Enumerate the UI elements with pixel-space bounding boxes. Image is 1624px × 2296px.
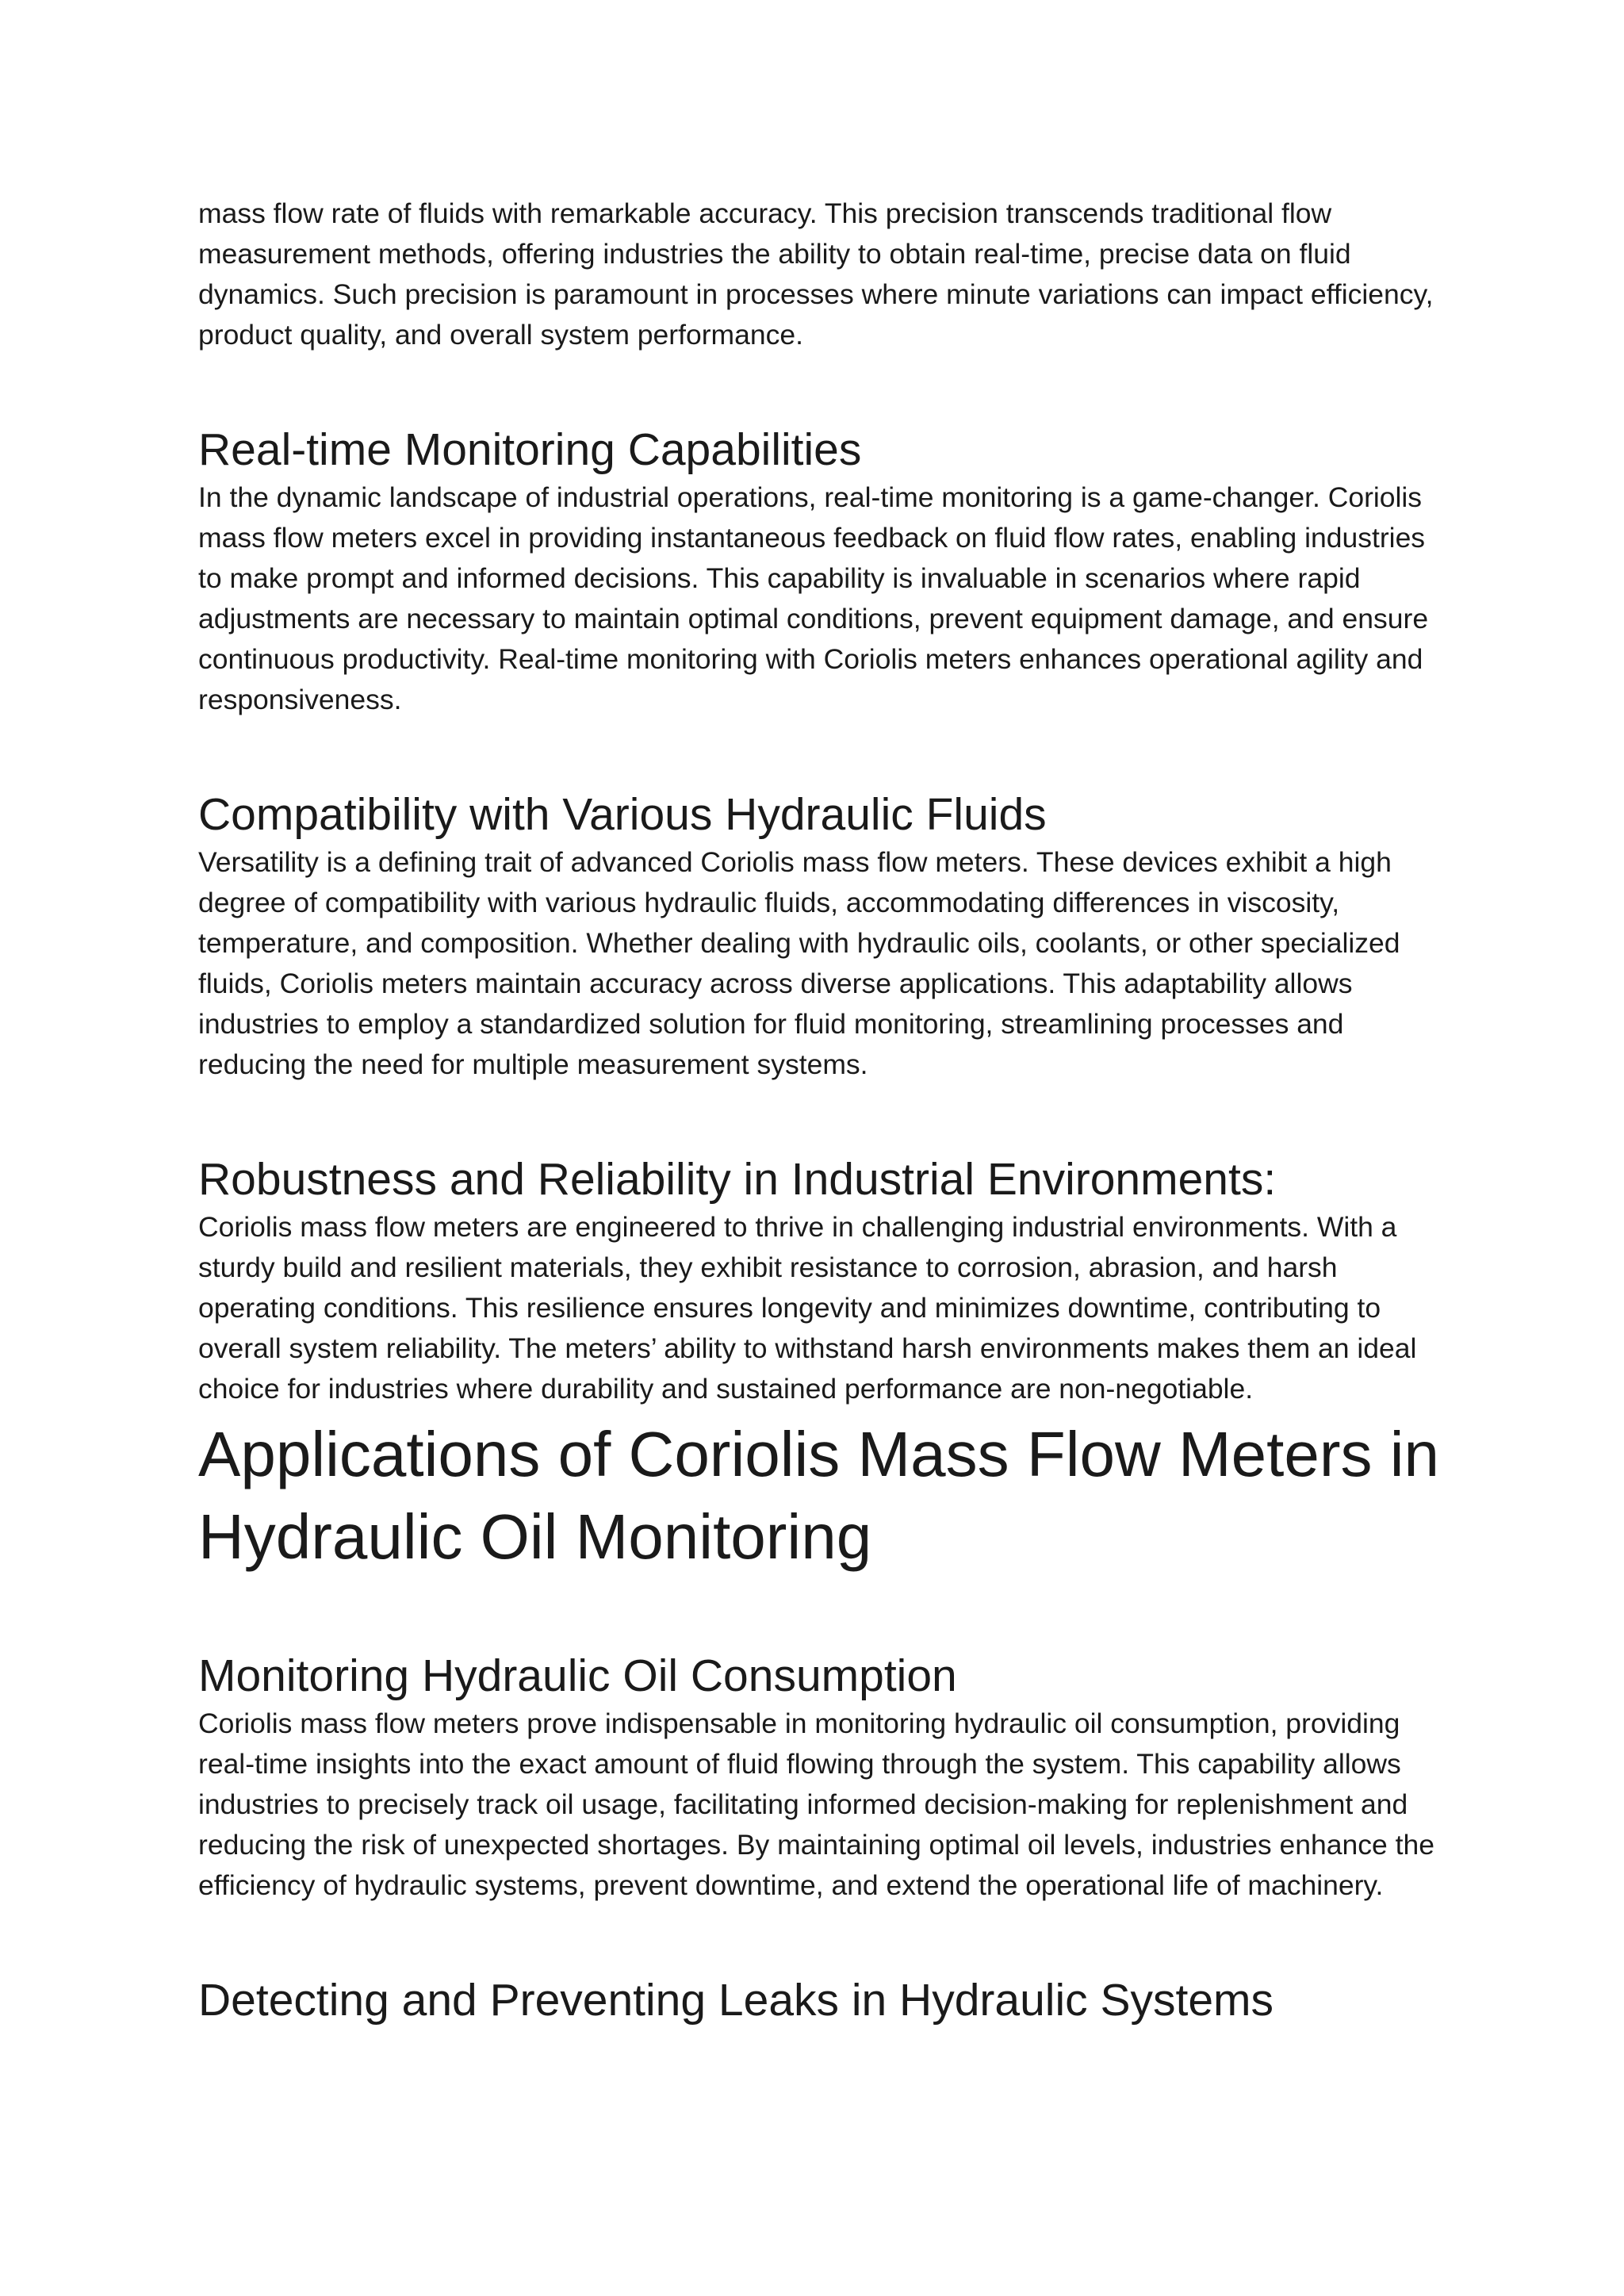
- realtime-heading: Real-time Monitoring Capabilities: [198, 424, 862, 475]
- applications-heading: Applications of Coriolis Mass Flow Meters in Hydraulic Oil Monitoring: [198, 1419, 1439, 1572]
- intro-paragraph: mass flow rate of fluids with remarkable accuracy. This precision transcends traditional flow measurement methods, offering industries the ability to obtain real-time, precise data on fluid dynamics. Such precision is paramount in processes where minute variations can impact efficiency, product quality, and overall system performance.: [198, 197, 1434, 351]
- realtime-paragraph: In the dynamic landscape of industrial operations, real-time monitoring is a game-changer. Coriolis mass flow meters excel in providing instantaneous feedback on fluid flow rates, enabling industries to make prompt and informed decisions. This capability is invaluable in scenarios where rapid adjustments are necessary to maintain optimal conditions, prevent equipment damage, and ensure continuous productivity. Real-time monitoring with Coriolis meters enhances operational agility and responsiveness.: [198, 481, 1429, 715]
- consumption-paragraph: Coriolis mass flow meters prove indispensable in monitoring hydraulic oil consumption, providing real-time insights into the exact amount of fluid flowing through the system. This capability allows industries to precisely track oil usage, facilitating informed decision-making for replenishment and reducing the risk of unexpected shortages. By maintaining optimal oil levels, industries enhance the efficiency of hydraulic systems, prevent downtime, and extend the operational life of machinery.: [198, 1708, 1434, 1901]
- document-page: [198, 194, 1451, 2028]
- robustness-heading: Robustness and Reliability in Industrial Environments:: [198, 1154, 1277, 1205]
- leaks-heading: Detecting and Preventing Leaks in Hydraulic Systems: [198, 1975, 1274, 2026]
- robustness-paragraph: Coriolis mass flow meters are engineered to thrive in challenging industrial environments. With a sturdy build and resilient materials, they exhibit resistance to corrosion, abrasion, and harsh operating conditions. This resilience ensures longevity and minimizes downtime, contributing to overall system reliability. The meters’ ability to withstand harsh environments makes them an ideal choice for industries where durability and sustained performance are non-negotiable.: [198, 1211, 1417, 1405]
- compatibility-heading: Compatibility with Various Hydraulic Fluids: [198, 789, 1047, 840]
- consumption-heading: Monitoring Hydraulic Oil Consumption: [198, 1650, 957, 1701]
- compatibility-paragraph: Versatility is a defining trait of advanced Coriolis mass flow meters. These devices exhibit a high degree of compatibility with various hydraulic fluids, accommodating differences in viscosity, temperature, and composition. Whether dealing with hydraulic oils, coolants, or other specialized fluids, Coriolis meters maintain accuracy across diverse applications. This adaptability allows industries to employ a standardized solution for fluid monitoring, streamlining processes and reducing the need for multiple measurement systems.: [198, 846, 1400, 1080]
